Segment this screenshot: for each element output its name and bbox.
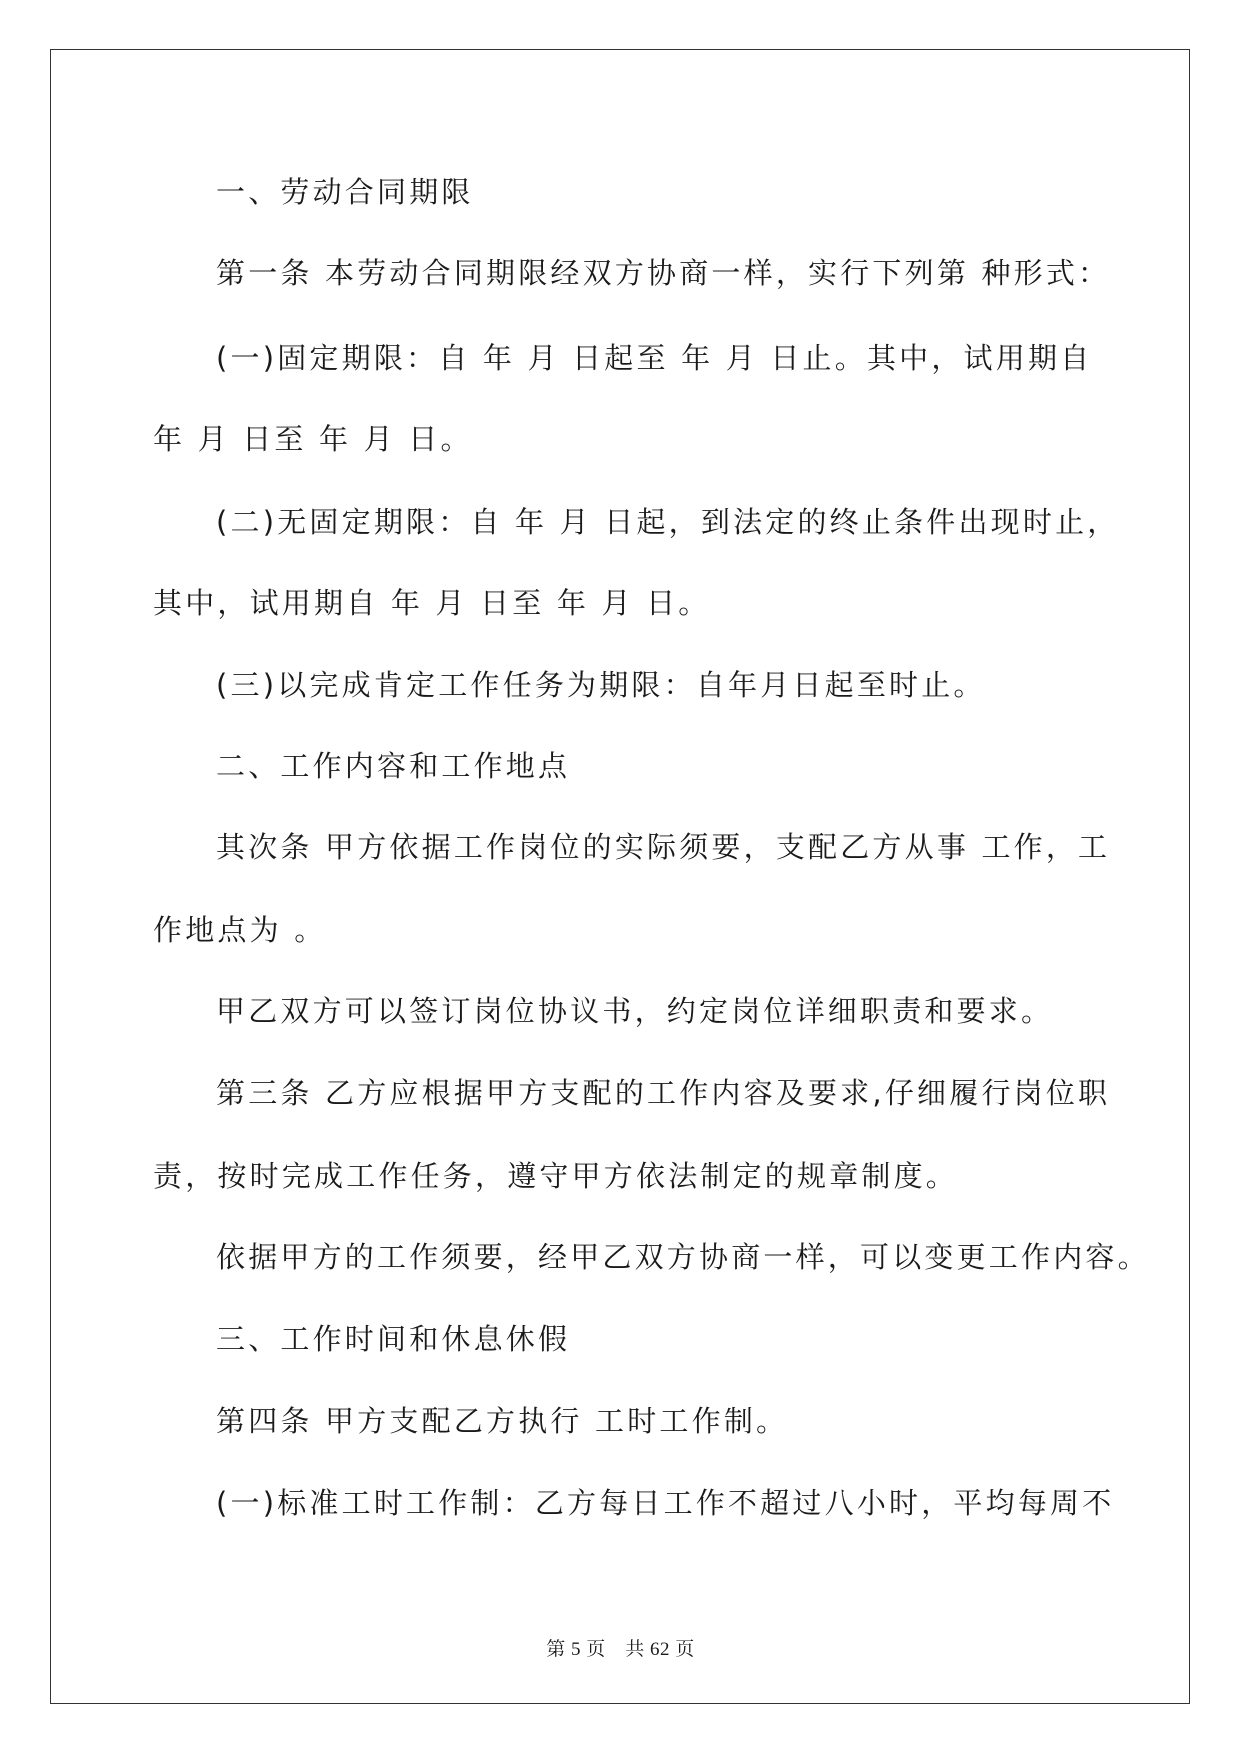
paragraph-line: 责，按时完成工作任务，遵守甲方依法制定的规章制度。 bbox=[153, 1159, 959, 1193]
paragraph-line: 其次条 甲方依据工作岗位的实际须要，支配乙方从事 工作，工 bbox=[216, 830, 1111, 864]
paragraph-line: 其中，试用期自 年 月 日至 年 月 日。 bbox=[153, 586, 711, 620]
paragraph-line: 作地点为 。 bbox=[153, 913, 327, 947]
page-number-footer: 第 5 页 共 62 页 bbox=[546, 1639, 695, 1660]
section-heading-contract-term: 一、劳动合同期限 bbox=[216, 175, 474, 209]
paragraph-line: (一)标准工时工作制：乙方每日工作不超过八小时，平均每周不 bbox=[216, 1486, 1115, 1520]
paragraph-line: (三)以完成肯定工作任务为期限：自年月日起至时止。 bbox=[216, 668, 986, 702]
section-heading-work-hours: 三、工作时间和休息休假 bbox=[216, 1322, 571, 1356]
paragraph-line: 甲乙双方可以签订岗位协议书，约定岗位详细职责和要求。 bbox=[216, 994, 1054, 1028]
paragraph-line: (二)无固定期限：自 年 月 日起，到法定的终止条件出现时止， bbox=[216, 505, 1120, 539]
page-border bbox=[50, 49, 1190, 1704]
paragraph-line: (一)固定期限：自 年 月 日起至 年 月 日止。其中，试用期自 bbox=[216, 341, 1093, 375]
paragraph-line: 第一条 本劳动合同期限经双方协商一样，实行下列第 种形式： bbox=[216, 256, 1111, 290]
paragraph-line: 年 月 日至 年 月 日。 bbox=[153, 422, 473, 456]
paragraph-line: 依据甲方的工作须要，经甲乙双方协商一样，可以变更工作内容。 bbox=[216, 1240, 1150, 1274]
paragraph-line: 第三条 乙方应根据甲方支配的工作内容及要求,仔细履行岗位职 bbox=[216, 1076, 1111, 1110]
paragraph-line: 第四条 甲方支配乙方执行 工时工作制。 bbox=[216, 1404, 789, 1438]
section-heading-work-content: 二、工作内容和工作地点 bbox=[216, 749, 571, 783]
